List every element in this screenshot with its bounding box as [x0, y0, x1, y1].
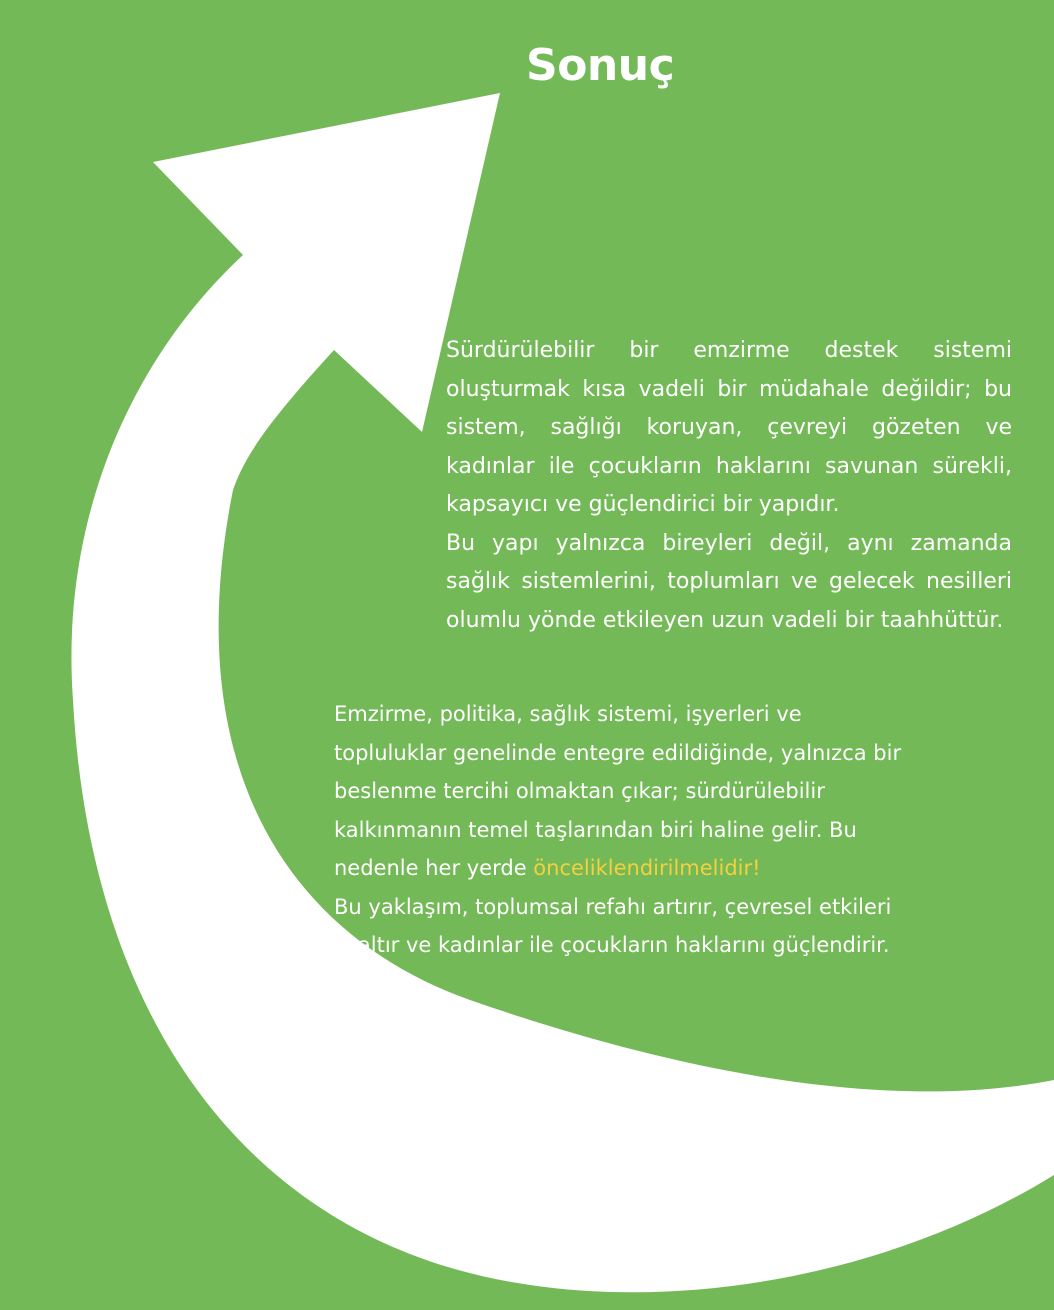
highlight-text: önceliklendirilmelidir!: [533, 856, 761, 880]
intro-paragraph-text-a: Sürdürülebilir bir emzirme destek sistemi oluşturmak kısa vadeli bir müdahale değildir; bu sistem, sağlığı koruyan, çevreyi gözeten ve kadınlar ile çocukların haklarını savunan sürekli, kapsayıcı ve güçlendirici bir yapıdır.: [446, 338, 1012, 517]
conclusion-line: kalkınmanın temel taşlarından biri haline gelir. Bu: [334, 817, 857, 842]
conclusion-line: Emzirme, politika, sağlık sistemi, işyerleri ve: [334, 702, 802, 726]
conclusion-line: Bu yaklaşım, toplumsal refahı artırır, çevresel etkileri: [334, 894, 892, 919]
intro-paragraph: [446, 332, 1012, 640]
conclusion-line: azaltır ve kadınlar ile çocukların haklarını güçlendirir.: [334, 933, 890, 957]
curved-arrow-icon: [71, 93, 1054, 1292]
conclusion-line-with-highlight: [334, 849, 974, 888]
conclusion-line-prefix: nedenle her yerde: [334, 856, 534, 880]
conclusion-line: beslenme tercihi olmaktan çıkar; sürdürülebilir: [334, 779, 825, 803]
intro-paragraph-text-b: Bu yapı yalnızca bireyleri değil, aynı zamanda sağlık sistemlerini, toplumları ve gelecek nesilleri olumlu yönde etkileyen uzun vadeli bir taahhüttür.: [446, 530, 1012, 633]
conclusion-line: topluluklar genelinde entegre edildiğinde, yalnızca bir: [334, 740, 902, 765]
conclusion-paragraph: [334, 695, 974, 965]
page-title: Sonuç: [526, 40, 675, 91]
